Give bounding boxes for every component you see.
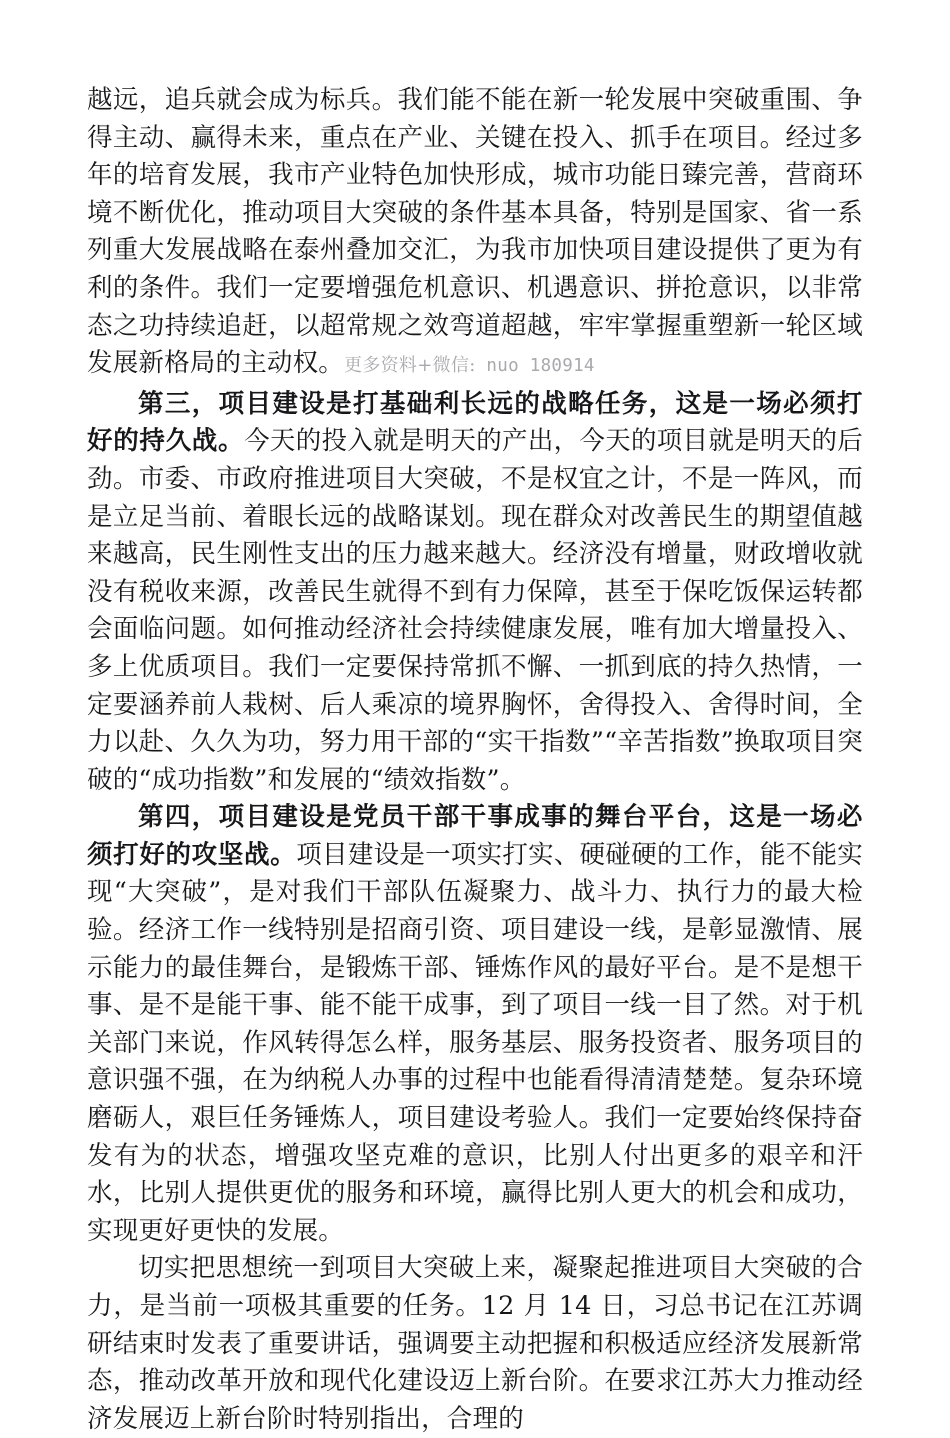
paragraph-3-body: 项目建设是一项实打实、硬碰硬的工作，能不能实现“大突破”，是对我们干部队伍凝聚力、战斗力、执行力的最大检验。经济工作一线特别是招商引资、项目建设一线，是彰显激情、展示能力的最佳舞台，是锻炼干部、锤炼作风的最好平台。是不是想干事、是不是能干事、能不能干成事，到了项目一线一目了然。对于机关部门来说，作风转得怎么样，服务基层、服务投资者、服务项目的意识强不强，在为纳税人办事的过程中也能看得清清楚楚。复杂环境磨砺人，艰巨任务锤炼人，项目建设考验人。我们一定要始终保持奋发有为的状态，增强攻坚克难的意识，比别人付出更多的艰辛和汗水，比别人提供更优的服务和环境，赢得比别人更大的机会和成功，实现更好更快的发展。	[87, 839, 863, 1246]
watermark-code: nuo 180914	[486, 356, 595, 377]
paragraph-2	[87, 386, 863, 800]
watermark-cn: 更多资料+微信:	[344, 355, 476, 377]
watermark-text	[344, 356, 595, 376]
paragraph-3	[87, 799, 863, 1250]
paragraph-1-body: 越远，追兵就会成为标兵。我们能不能在新一轮发展中突破重围、争得主动、赢得未来，重点在产业、关键在投入、抓手在项目。经过多年的培育发展，我市产业特色加快形成，城市功能日臻完善，营商环境不断优化，推动项目大突破的条件基本具备，特别是国家、省一系列重大发展战略在泰州叠加交汇，为我市加快项目建设提供了更为有利的条件。我们一定要增强危机意识、机遇意识、拼抢意识，以非常态之功持续追赶，以超常规之效弯道超越，牢牢掌握重塑新一轮区域发展新格局的主动权。	[87, 85, 863, 379]
paragraph-4-body: 切实把思想统一到项目大突破上来，凝聚起推进项目大突破的合力，是当前一项极其重要的任务。12 月 14 日，习总书记在江苏调研结束时发表了重要讲话，强调要主动把握和积极适应经济发展新常态，推动改革开放和现代化建设迈上新台阶。在要求江苏大力推动经济发展迈上新台阶时特别指出，合理的	[87, 1253, 863, 1434]
paragraph-2-lead: 第三，项目建设是打基础利长远的战略任务，这是一场必须打好的持久战。	[87, 388, 863, 457]
paragraph-3-lead: 第四，项目建设是党员干部干事成事的舞台平台，这是一场必须打好的攻坚战。	[87, 802, 863, 870]
paragraph-4	[87, 1250, 863, 1438]
document-text-column	[87, 82, 863, 1438]
paragraph-1	[87, 82, 863, 386]
paragraph-2-body: 今天的投入就是明天的产出，今天的项目就是明天的后劲。市委、市政府推进项目大突破，不是权宜之计，不是一阵风，而是立足当前、着眼长远的战略谋划。现在群众对改善民生的期望值越来越高，民生刚性支出的压力越来越大。经济没有增量，财政增收就没有税收来源，改善民生就得不到有力保障，甚至于保吃饭保运转都会面临问题。如何推动经济社会持续健康发展，唯有加大增量投入、多上优质项目。我们一定要保持常抓不懈、一抓到底的持久热情，一定要涵养前人栽树、后人乘凉的境界胸怀，舍得投入、舍得时间，全力以赴、久久为功，努力用干部的“实干指数”“辛苦指数”换取项目突破的“成功指数”和发展的“绩效指数”。	[87, 426, 863, 795]
